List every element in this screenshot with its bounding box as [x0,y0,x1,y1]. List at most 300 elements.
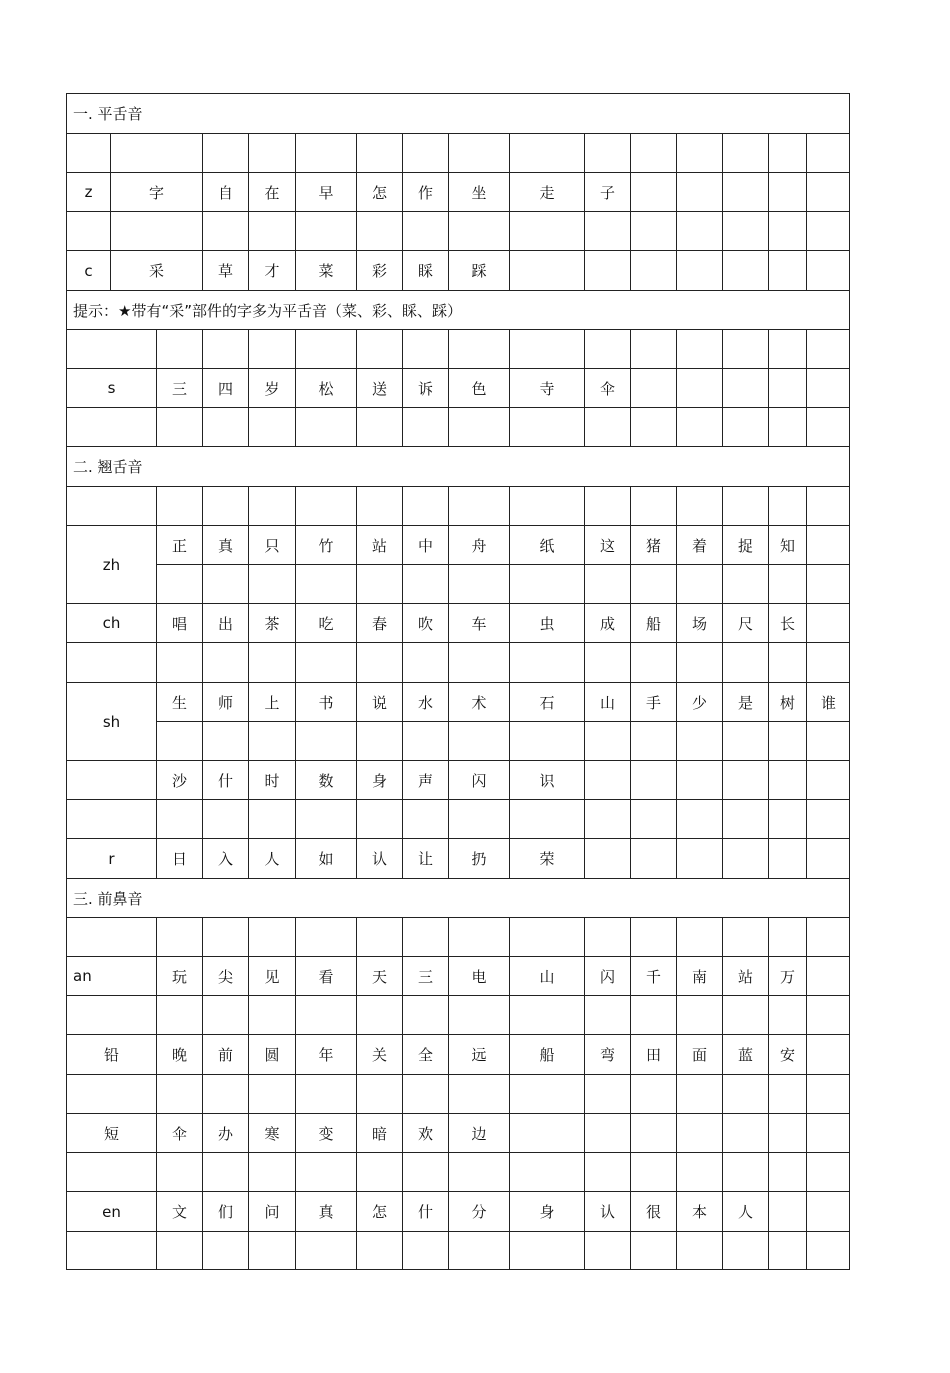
char-cell [448,1113,509,1152]
char-cell [584,368,630,407]
hanzi: 年 [318,1046,334,1064]
empty-cell [584,917,630,956]
empty-cell [676,407,722,446]
empty-cell [806,956,850,995]
empty-cell [676,1074,722,1113]
empty-cell [448,564,509,603]
empty-cell [448,486,509,525]
hanzi: 远 [471,1046,487,1064]
empty-cell [676,368,722,407]
empty-cell [202,564,248,603]
empty-cell [402,1074,448,1113]
hanzi: 场 [691,614,707,633]
char-cell [509,172,584,211]
char-cell [248,1113,295,1152]
hanzi: 分 [471,1203,487,1221]
empty-cell [806,995,850,1034]
hanzi: 数 [318,771,334,790]
empty-cell [202,1231,248,1270]
empty-cell [676,486,722,525]
pinyin-label-text: en [102,1202,121,1221]
empty-cell [630,1113,676,1152]
hanzi: 办 [217,1124,233,1143]
hanzi: 四 [217,379,233,398]
hanzi: 田 [645,1046,661,1064]
empty-cell [66,329,156,368]
empty-cell [66,133,110,172]
empty-cell [448,1231,509,1270]
empty-cell [806,329,850,368]
empty-cell [156,917,202,956]
char-cell [509,760,584,799]
empty-cell [402,721,448,760]
hanzi: 全 [417,1046,433,1064]
empty-cell [630,329,676,368]
empty-cell [295,1074,356,1113]
hanzi: 上 [264,693,280,712]
empty-cell [722,1152,768,1191]
hanzi: 们 [217,1203,233,1221]
empty-cell [676,760,722,799]
empty-cell [806,1152,850,1191]
empty-cell [202,133,248,172]
empty-cell [156,1231,202,1270]
empty-cell [722,799,768,838]
empty-cell [356,1074,402,1113]
empty-cell [630,172,676,211]
pinyin-label-text: sh [102,712,121,731]
empty-cell [768,995,806,1034]
hanzi: 春 [371,614,387,633]
empty-cell [402,133,448,172]
empty-cell [448,329,509,368]
empty-cell [448,721,509,760]
empty-cell [402,917,448,956]
empty-cell [806,564,850,603]
hanzi: 关 [371,1046,387,1064]
empty-cell [768,1113,806,1152]
empty-cell [722,407,768,446]
empty-cell [630,368,676,407]
char-cell [584,1034,630,1074]
char-cell [202,525,248,564]
empty-cell [156,486,202,525]
empty-cell [806,721,850,760]
empty-cell [768,721,806,760]
empty-cell [676,1152,722,1191]
empty-cell [448,995,509,1034]
empty-cell [806,368,850,407]
hanzi: 岁 [264,379,280,398]
hanzi: 问 [264,1203,280,1221]
char-cell [202,682,248,721]
char-cell [156,525,202,564]
empty-cell [156,1152,202,1191]
empty-cell [806,642,850,682]
empty-cell [66,486,156,525]
pinyin-label [66,525,156,603]
hanzi: 着 [691,536,707,555]
pinyin-label [66,250,110,290]
empty-cell [110,211,202,250]
empty-cell [584,133,630,172]
hanzi: 车 [471,614,487,633]
char-cell [110,250,202,290]
empty-cell [768,329,806,368]
empty-cell [584,642,630,682]
empty-cell [402,1231,448,1270]
char-cell [248,603,295,642]
hanzi: 沙 [171,771,187,790]
empty-cell [248,486,295,525]
char-cell [402,682,448,721]
hanzi: 捉 [737,536,753,555]
empty-cell [356,1231,402,1270]
empty-cell [448,407,509,446]
hanzi: 边 [471,1124,487,1143]
empty-cell [295,211,356,250]
empty-cell [156,564,202,603]
hanzi: 树 [779,693,795,712]
empty-cell [248,1152,295,1191]
empty-cell [722,329,768,368]
empty-cell [356,642,402,682]
char-cell [202,1113,248,1152]
empty-cell [630,917,676,956]
char-cell [356,172,402,211]
hanzi: 人 [264,850,280,868]
empty-cell [722,211,768,250]
empty-cell [768,250,806,290]
empty-cell [584,760,630,799]
char-cell [584,525,630,564]
char-cell [584,682,630,721]
empty-cell [806,211,850,250]
char-cell [402,760,448,799]
hanzi: 南 [691,967,707,986]
empty-cell [110,133,202,172]
hanzi: 知 [779,536,795,555]
hanzi: 生 [171,693,187,712]
char-cell [248,760,295,799]
empty-cell [722,486,768,525]
char-cell [156,1034,202,1074]
empty-cell [630,133,676,172]
empty-cell [295,329,356,368]
hanzi: 伞 [599,379,615,398]
empty-cell [676,250,722,290]
empty-cell [509,721,584,760]
pinyin-label [66,838,156,878]
empty-cell [806,1074,850,1113]
empty-cell [676,642,722,682]
empty-cell [295,1231,356,1270]
empty-cell [722,172,768,211]
pinyin-label-text: s [107,379,116,397]
hanzi: 中 [417,536,433,555]
empty-cell [202,642,248,682]
empty-cell [676,133,722,172]
char-cell [356,1113,402,1152]
empty-cell [584,486,630,525]
section-heading-text: 一. 平舌音 [73,105,143,123]
empty-cell [676,917,722,956]
char-cell [768,682,806,721]
empty-cell [584,1113,630,1152]
empty-cell [509,1113,584,1152]
char-cell [722,956,768,995]
empty-cell [356,564,402,603]
hanzi: 虫 [539,614,555,633]
empty-cell [509,1231,584,1270]
hanzi: 作 [417,183,433,202]
hanzi: 三 [417,967,433,986]
hanzi: 扔 [471,850,487,868]
empty-cell [806,799,850,838]
empty-cell [202,721,248,760]
empty-cell [768,917,806,956]
empty-cell [156,1074,202,1113]
empty-cell [768,799,806,838]
char-cell [402,525,448,564]
empty-cell [768,368,806,407]
char-cell [295,1113,356,1152]
empty-cell [584,250,630,290]
empty-cell [806,525,850,564]
char-cell [402,838,448,878]
empty-cell [66,1231,156,1270]
hanzi: 是 [737,693,753,712]
empty-cell [630,407,676,446]
hanzi: 面 [691,1046,707,1064]
empty-cell [676,564,722,603]
hanzi: 玩 [171,967,187,986]
empty-cell [806,486,850,525]
pinyin-label [66,1113,156,1152]
hanzi: 师 [217,693,233,712]
empty-cell [806,407,850,446]
empty-cell [722,133,768,172]
hanzi: 书 [318,693,334,712]
empty-cell [295,564,356,603]
char-cell [402,603,448,642]
hanzi: 早 [318,183,334,202]
char-cell [402,250,448,290]
section-heading [66,446,850,486]
hanzi: 蓝 [737,1046,753,1064]
char-cell [630,956,676,995]
empty-cell [509,799,584,838]
char-cell [509,603,584,642]
char-cell [448,1034,509,1074]
char-cell [448,368,509,407]
empty-cell [509,1074,584,1113]
empty-cell [356,721,402,760]
empty-cell [806,838,850,878]
char-cell [248,838,295,878]
hanzi: 送 [371,379,387,398]
char-cell [448,956,509,995]
char-cell [156,838,202,878]
empty-cell [402,564,448,603]
empty-cell [806,1191,850,1231]
empty-cell [722,368,768,407]
empty-cell [630,799,676,838]
empty-cell [402,407,448,446]
hanzi: 闪 [471,771,487,790]
char-cell [509,1191,584,1231]
char-cell [156,368,202,407]
empty-cell [630,995,676,1034]
char-cell [156,1113,202,1152]
empty-cell [630,760,676,799]
char-cell [156,603,202,642]
empty-cell [295,642,356,682]
hanzi: 坐 [471,183,487,202]
char-cell [584,956,630,995]
hanzi: 山 [539,967,555,986]
empty-cell [584,1231,630,1270]
section-heading-text: 提示：★带有“采”部件的字多为平舌音（菜、彩、睬、踩） [73,301,462,320]
char-cell [509,525,584,564]
char-cell [768,525,806,564]
hanzi: 真 [318,1203,334,1221]
hanzi: 天 [371,967,387,986]
empty-cell [768,211,806,250]
empty-cell [402,1152,448,1191]
hanzi: 站 [371,536,387,555]
empty-cell [768,172,806,211]
hanzi: 松 [318,379,334,398]
empty-cell [768,564,806,603]
empty-cell [66,211,110,250]
char-cell [356,250,402,290]
hanzi: 水 [417,693,433,712]
hanzi: 荣 [539,850,555,868]
char-cell [202,250,248,290]
hanzi: 自 [217,183,233,202]
empty-cell [509,211,584,250]
section-heading [66,878,850,917]
empty-cell [806,1231,850,1270]
empty-cell [806,250,850,290]
char-cell [295,760,356,799]
hanzi: 在 [264,183,280,202]
empty-cell [630,486,676,525]
char-cell [202,760,248,799]
hanzi: 安 [779,1046,795,1064]
section-heading [66,290,850,329]
empty-cell [676,172,722,211]
empty-cell [295,133,356,172]
empty-cell [584,329,630,368]
empty-cell [584,995,630,1034]
char-cell [509,956,584,995]
char-cell [448,525,509,564]
empty-cell [156,329,202,368]
hanzi: 纸 [539,536,555,555]
empty-cell [356,1152,402,1191]
empty-cell [448,133,509,172]
empty-cell [722,721,768,760]
empty-cell [448,1152,509,1191]
empty-cell [356,917,402,956]
empty-cell [248,799,295,838]
char-cell [448,760,509,799]
empty-cell [156,799,202,838]
empty-cell [402,329,448,368]
char-cell [722,525,768,564]
pinyin-label-text: ch [102,614,121,632]
empty-cell [584,799,630,838]
empty-cell [630,642,676,682]
hanzi: 认 [599,1203,615,1221]
char-cell [156,760,202,799]
empty-cell [66,799,156,838]
empty-cell [768,1191,806,1231]
pinyin-label-text: c [84,261,93,280]
empty-cell [509,1152,584,1191]
hanzi: 吹 [417,614,433,633]
empty-cell [202,917,248,956]
empty-cell [806,1113,850,1152]
empty-cell [356,486,402,525]
char-cell [448,172,509,211]
char-cell [402,1113,448,1152]
empty-cell [402,642,448,682]
empty-cell [676,1113,722,1152]
hanzi: 本 [691,1203,707,1221]
empty-cell [356,407,402,446]
empty-cell [295,995,356,1034]
section-heading [66,93,850,133]
pinyin-label [66,760,156,799]
char-cell [676,1191,722,1231]
hanzi: 圆 [264,1046,280,1064]
pinyin-label [66,682,156,760]
empty-cell [66,1152,156,1191]
hanzi: 船 [539,1046,555,1064]
hanzi: 三 [171,379,187,398]
empty-cell [584,564,630,603]
empty-cell [509,917,584,956]
hanzi: 人 [737,1203,753,1221]
hanzi: 认 [371,850,387,868]
hanzi: 睬 [417,262,433,280]
hanzi: 采 [148,262,164,280]
empty-cell [202,995,248,1034]
pinyin-label [66,956,156,995]
empty-cell [509,250,584,290]
empty-cell [722,1231,768,1270]
empty-cell [295,1152,356,1191]
char-cell [509,1034,584,1074]
pinyin-label-text: r [108,849,115,868]
empty-cell [722,250,768,290]
char-cell [448,838,509,878]
empty-cell [722,564,768,603]
char-cell [356,838,402,878]
empty-cell [248,407,295,446]
empty-cell [509,995,584,1034]
empty-cell [509,407,584,446]
hanzi: 成 [599,614,615,633]
hanzi: 走 [539,183,555,202]
empty-cell [66,407,156,446]
hanzi: 入 [217,850,233,868]
empty-cell [202,329,248,368]
char-cell [402,956,448,995]
